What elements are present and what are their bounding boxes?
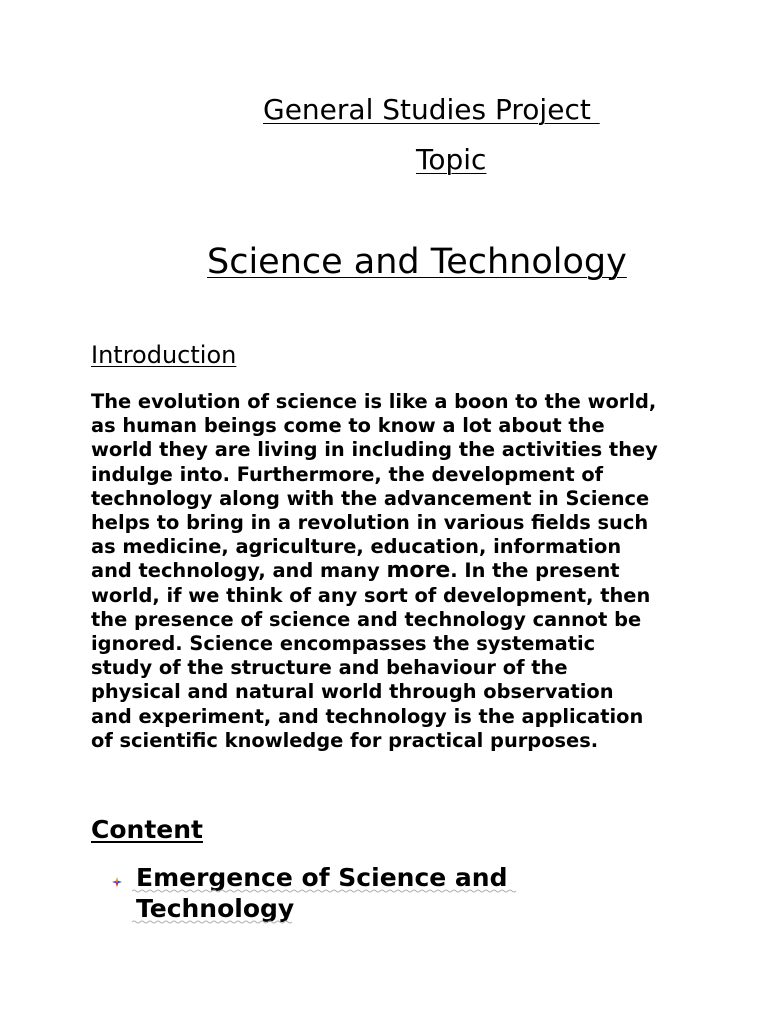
main-title: Science and Technology [207,242,627,282]
introduction-emphasis: more [386,558,451,584]
introduction-text-part1: The evolution of science is like a boon to the world, as human beings come to know a lot about the world they are living in including the activities they indulge into. Furthermore, the development of technology along with the advancement in Science helps to bring in a revolution in various fields such as medicine, agriculture, education, information and technology, and many [91,390,658,583]
project-title: General Studies Project [263,93,600,126]
topic-label: Topic [416,143,487,176]
four-color-bullet-icon [112,877,122,887]
content-heading: Content [91,815,203,844]
introduction-text-part2: . In the present world, if we think of any sort of development, then the presence of science and technology cannot be ignored. Science encompasses the systematic study of the structure and behaviour of the physical and natural world through observation and experiment, and technology is the application of scientific knowledge for practical purposes. [91,559,651,752]
introduction-heading: Introduction [91,341,237,369]
content-item-label: Emergence of Science and Technology [136,863,508,923]
content-list [110,862,610,924]
list-item [110,862,610,924]
introduction-paragraph [91,390,691,753]
